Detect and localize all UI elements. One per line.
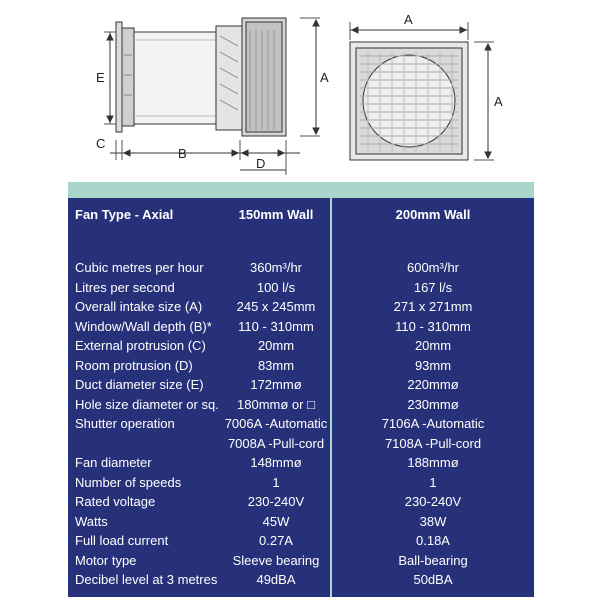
row-value-200: 38W xyxy=(419,513,447,529)
dimension-label-c: C xyxy=(96,136,106,151)
row-value-200: Ball-bearing xyxy=(398,552,468,568)
row-label: Duct diameter size (E) xyxy=(75,377,204,392)
row-value-150: 7006A -Automatic xyxy=(224,416,328,431)
side-duct xyxy=(134,32,216,124)
row-label: Shutter operation xyxy=(75,416,175,431)
row-label: Overall intake size (A) xyxy=(75,299,203,314)
row-value-200: 188mmø xyxy=(407,455,459,470)
row-label: Full load current xyxy=(75,533,169,548)
row-value-150: 148mmø xyxy=(250,455,302,470)
diagram-drawing xyxy=(0,0,600,180)
row-value-200: 600m³/hr xyxy=(406,260,460,275)
row-value-200: 230mmø xyxy=(407,396,459,412)
row-label: External protrusion (C) xyxy=(75,338,206,353)
row-value-200: 7108A -Pull-cord xyxy=(384,435,482,451)
header-200mm: 200mm Wall xyxy=(395,207,471,222)
row-label: Rated voltage xyxy=(75,494,156,509)
row-value-200: 93mm xyxy=(414,357,452,373)
row-value-150: 0.27A xyxy=(259,533,293,548)
side-flange-inner xyxy=(122,28,134,126)
dimension-label-b: B xyxy=(178,146,187,161)
row-label: Fan diameter xyxy=(75,455,152,470)
row-value-200: 1 xyxy=(429,474,437,490)
row-value-150: 180mmø or □ xyxy=(237,396,315,412)
dimension-label-a-height: A xyxy=(494,94,503,109)
row-value-150: 7008A -Pull-cord xyxy=(227,435,325,451)
row-value-200: 7106A -Automatic xyxy=(381,416,485,431)
row-value-150: 49dBA xyxy=(256,572,296,587)
row-value-200: 0.18A xyxy=(416,533,450,548)
dimension-label-d: D xyxy=(256,156,266,171)
dimension-label-e: E xyxy=(96,70,105,85)
row-value-200: 50dBA xyxy=(413,572,453,587)
row-value-150: 1 xyxy=(272,474,280,490)
row-value-200: 220mmø xyxy=(407,377,459,392)
row-value-150: 172mmø xyxy=(250,377,302,392)
row-label: Hole size diameter or sq. xyxy=(75,396,219,412)
row-value-150: 20mm xyxy=(257,338,295,353)
table-top-band xyxy=(68,182,534,198)
header-150mm: 150mm Wall xyxy=(238,207,314,222)
row-label: Room protrusion (D) xyxy=(75,357,193,373)
row-value-200: 110 - 310mm xyxy=(395,318,471,334)
row-value-200: 20mm xyxy=(414,338,452,353)
row-value-150: 45W xyxy=(262,513,290,529)
dimension-label-a-side: A xyxy=(320,70,329,85)
row-value-150: 110 - 310mm xyxy=(238,318,314,334)
fan-dimension-diagram xyxy=(0,0,600,180)
row-value-150: Sleeve bearing xyxy=(232,552,320,568)
row-value-150: 245 x 245mm xyxy=(236,299,316,314)
row-value-200: 167 l/s xyxy=(413,279,453,295)
row-label: Decibel level at 3 metres xyxy=(75,572,218,587)
row-value-200: 230-240V xyxy=(404,494,462,509)
front-fan-circle xyxy=(363,55,455,147)
row-label: Cubic metres per hour xyxy=(75,260,204,275)
row-value-200: 271 x 271mm xyxy=(393,299,473,314)
row-value-150: 83mm xyxy=(257,357,295,373)
side-flange xyxy=(116,22,122,132)
row-label: Number of speeds xyxy=(75,474,182,490)
row-value-150: 360m³/hr xyxy=(249,260,303,275)
header-fan-type: Fan Type - Axial xyxy=(75,207,174,222)
dimension-label-a-width: A xyxy=(404,12,413,27)
row-label: Litres per second xyxy=(75,279,175,295)
side-fan-housing xyxy=(216,26,242,130)
row-label: Window/Wall depth (B)* xyxy=(75,318,212,334)
row-value-150: 100 l/s xyxy=(256,279,296,295)
row-value-150: 230-240V xyxy=(247,494,305,509)
row-label: Watts xyxy=(75,513,108,529)
row-label: Motor type xyxy=(75,552,137,568)
